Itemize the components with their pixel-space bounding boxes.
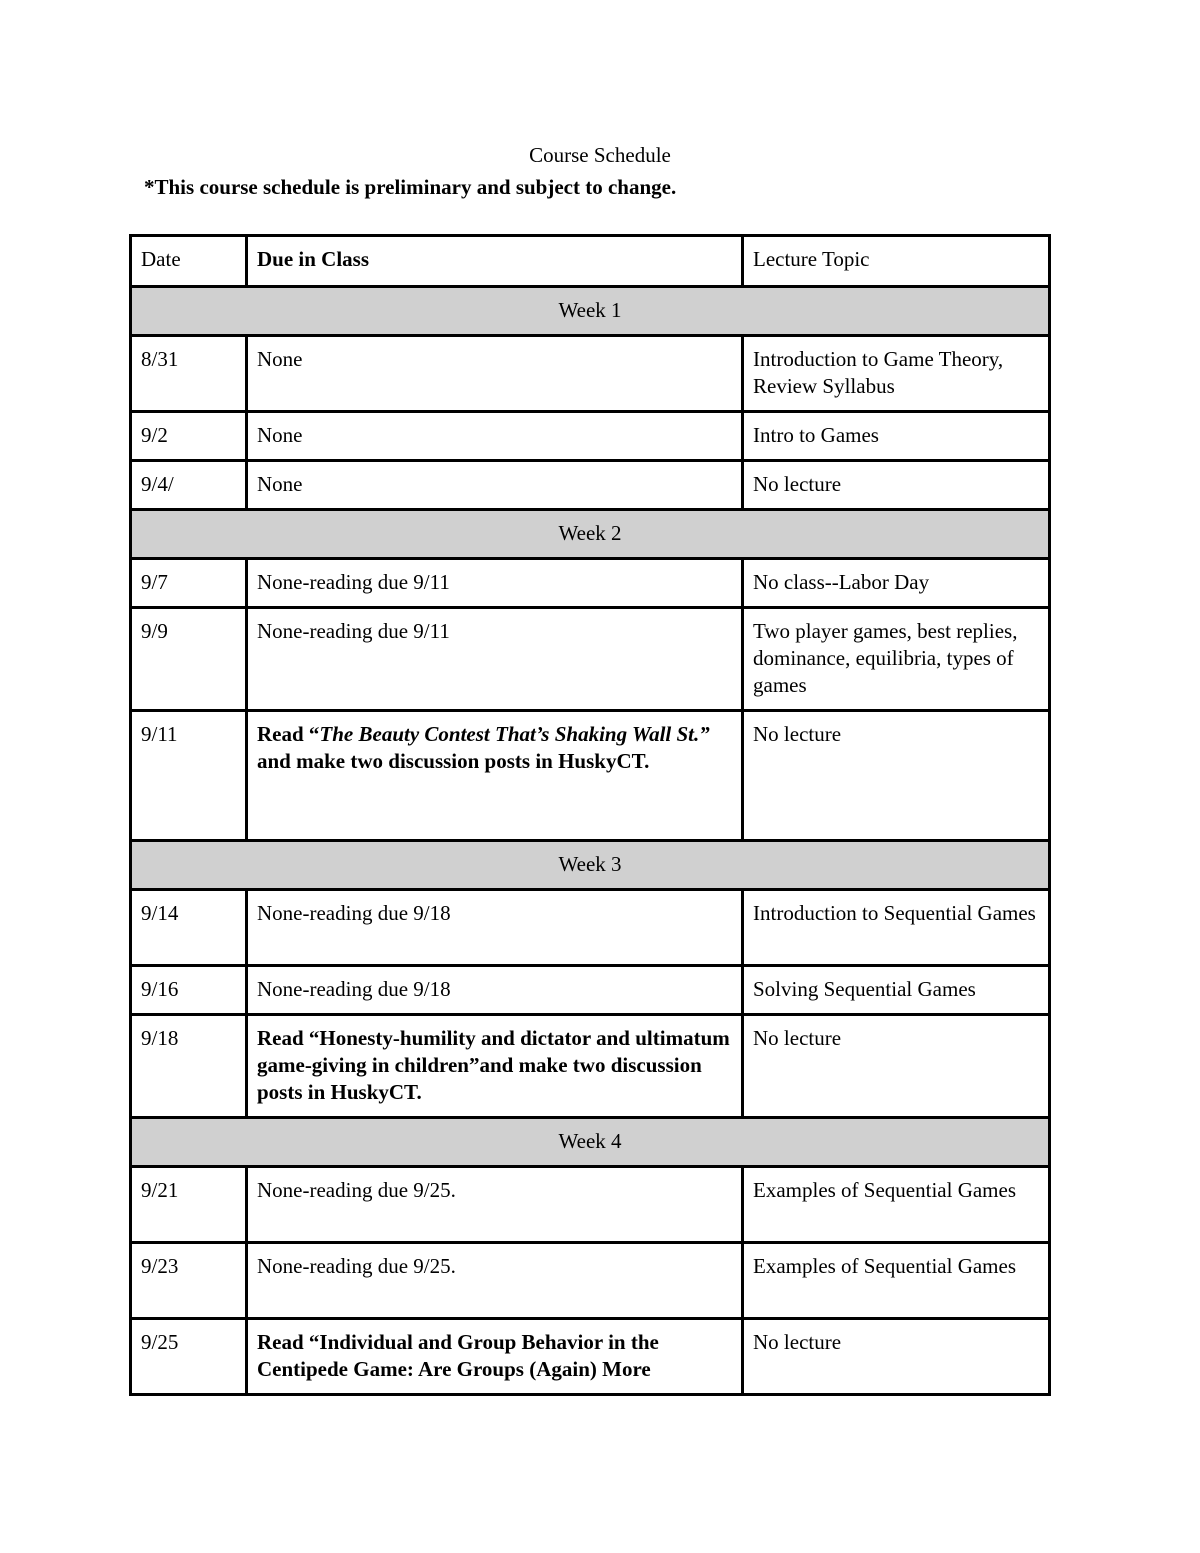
due-cell: None — [247, 412, 743, 461]
table-row — [131, 966, 1050, 1015]
table-row — [131, 412, 1050, 461]
date-cell: 9/16 — [131, 966, 247, 1015]
header-due-in-class: Due in Class — [247, 236, 743, 287]
due-cell: Read “Honesty-humility and dictator and ultimatum game-giving in children”and make two discussion posts in HuskyCT. — [247, 1015, 743, 1118]
table-row — [131, 461, 1050, 510]
topic-cell: Introduction to Game Theory, Review Syllabus — [743, 336, 1050, 412]
table-row — [131, 608, 1050, 711]
date-cell: 9/25 — [131, 1319, 247, 1395]
table-row — [131, 1243, 1050, 1319]
topic-cell: No class--Labor Day — [743, 559, 1050, 608]
week-label: Week 3 — [131, 841, 1050, 890]
table-row — [131, 1319, 1050, 1395]
week-row — [131, 1118, 1050, 1167]
week-label: Week 1 — [131, 287, 1050, 336]
topic-cell: No lecture — [743, 711, 1050, 841]
date-cell: 9/23 — [131, 1243, 247, 1319]
week-row — [131, 287, 1050, 336]
week-label: Week 2 — [131, 510, 1050, 559]
week-label: Week 4 — [131, 1118, 1050, 1167]
due-text: Read “ — [257, 722, 320, 746]
date-cell: 9/11 — [131, 711, 247, 841]
table-row — [131, 890, 1050, 966]
date-cell: 8/31 — [131, 336, 247, 412]
course-schedule-table — [129, 234, 1051, 1396]
header-lecture-topic: Lecture Topic — [743, 236, 1050, 287]
topic-cell: No lecture — [743, 1319, 1050, 1395]
due-cell — [247, 711, 743, 841]
week-row — [131, 510, 1050, 559]
date-cell: 9/21 — [131, 1167, 247, 1243]
header-date: Date — [131, 236, 247, 287]
due-cell: None-reading due 9/25. — [247, 1243, 743, 1319]
topic-cell: No lecture — [743, 461, 1050, 510]
table-row — [131, 1015, 1050, 1118]
due-cell: None-reading due 9/25. — [247, 1167, 743, 1243]
date-cell: 9/2 — [131, 412, 247, 461]
due-cell: None-reading due 9/18 — [247, 890, 743, 966]
table-row — [131, 711, 1050, 841]
topic-cell: Two player games, best replies, dominance, equilibria, types of games — [743, 608, 1050, 711]
week-row — [131, 841, 1050, 890]
table-row — [131, 1167, 1050, 1243]
date-cell: 9/7 — [131, 559, 247, 608]
date-cell: 9/14 — [131, 890, 247, 966]
topic-cell: Examples of Sequential Games — [743, 1167, 1050, 1243]
due-cell: Read “Individual and Group Behavior in the Centipede Game: Are Groups (Again) More — [247, 1319, 743, 1395]
date-cell: 9/4/ — [131, 461, 247, 510]
due-cell: None-reading due 9/18 — [247, 966, 743, 1015]
article-title: The Beauty Contest That’s Shaking Wall St.” — [319, 722, 710, 746]
due-cell: None — [247, 336, 743, 412]
table-row — [131, 559, 1050, 608]
header-row — [131, 236, 1050, 287]
topic-cell: Intro to Games — [743, 412, 1050, 461]
page-title: Course Schedule — [529, 143, 671, 167]
due-cell: None-reading due 9/11 — [247, 559, 743, 608]
table-row — [131, 336, 1050, 412]
schedule-disclaimer: *This course schedule is preliminary and subject to change. — [144, 175, 677, 199]
due-cell: None — [247, 461, 743, 510]
date-cell: 9/18 — [131, 1015, 247, 1118]
topic-cell: Solving Sequential Games — [743, 966, 1050, 1015]
topic-cell: Introduction to Sequential Games — [743, 890, 1050, 966]
date-cell: 9/9 — [131, 608, 247, 711]
topic-cell: No lecture — [743, 1015, 1050, 1118]
topic-cell: Examples of Sequential Games — [743, 1243, 1050, 1319]
due-text: and make two discussion posts in HuskyCT. — [257, 749, 650, 773]
due-cell: None-reading due 9/11 — [247, 608, 743, 711]
